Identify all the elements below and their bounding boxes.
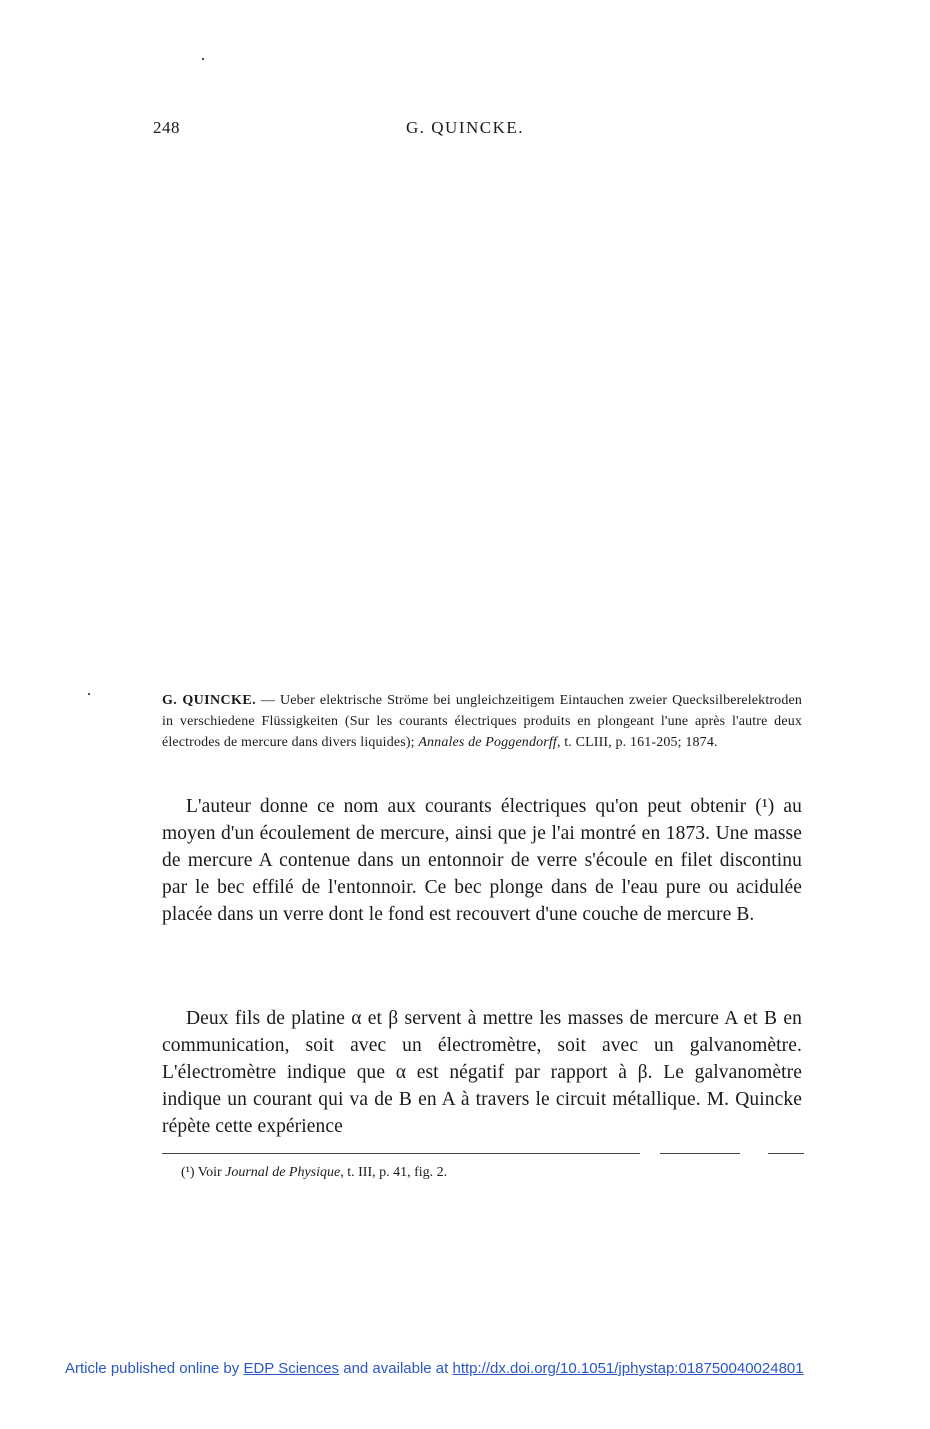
citation-journal: Annales de Poggendorff bbox=[418, 735, 557, 750]
doi-link[interactable]: http://dx.doi.org/10.1051/jphystap:018750040024801 bbox=[452, 1360, 804, 1377]
publisher-notice bbox=[65, 1360, 804, 1377]
footnote-journal: Journal de Physique bbox=[225, 1165, 341, 1180]
footnote bbox=[181, 1163, 447, 1183]
publisher-link[interactable]: EDP Sciences bbox=[243, 1360, 340, 1377]
bibliographic-citation bbox=[162, 690, 802, 753]
footnote-rule bbox=[162, 1153, 640, 1154]
footnote-marker: (¹) Voir bbox=[181, 1165, 226, 1180]
citation-details: , t. CLIII, p. 161-205; 1874. bbox=[556, 735, 718, 750]
running-head: G. QUINCKE. bbox=[405, 118, 525, 137]
body-paragraph-2: Deux fils de platine α et β servent à mettre les masses de mercure A et B en communication, soit avec un électromètre, soit avec un galvanomètre. L'électromètre indique que α est négatif par rapport à β. Le galvanomètre indique un courant qui va de B en A à travers le circuit métallique. M. Quincke répète cette expérience bbox=[162, 1008, 802, 1137]
footnote-details: , t. III, p. 41, fig. 2. bbox=[340, 1165, 448, 1180]
body-paragraph-1: L'auteur donne ce nom aux courants électriques qu'on peut obtenir (¹) au moyen d'un écoulement de mercure, ainsi que je l'ai montré en 1873. Une masse de mercure A contenue dans un entonnoir de verre s'écoule en filet discontinu par le bec effilé de l'entonnoir. Ce bec plonge dans de l'eau pure ou acidulée placée dans un verre dont le fond est recouvert d'une couche de mercure B. bbox=[162, 796, 802, 925]
citation-text: — Ueber elektrische Ströme bei ungleichzeitigem Eintauchen zweier Quecksilberelektroden in verschiedene Flüssigkeiten (Sur les courants électriques produits en plongeant l'une après l'autre deux électrodes de mercure dans divers liquides); bbox=[162, 693, 802, 750]
footnote-rule-end bbox=[768, 1153, 804, 1154]
citation-author: G. QUINCKE. bbox=[162, 693, 256, 708]
footnote-rule-tail bbox=[660, 1153, 740, 1154]
page-number: 248 bbox=[153, 118, 180, 137]
scan-speck bbox=[202, 58, 204, 60]
scan-speck bbox=[88, 693, 90, 695]
publisher-prefix: Article published online by bbox=[65, 1360, 244, 1377]
publisher-middle: and available at bbox=[339, 1360, 453, 1377]
